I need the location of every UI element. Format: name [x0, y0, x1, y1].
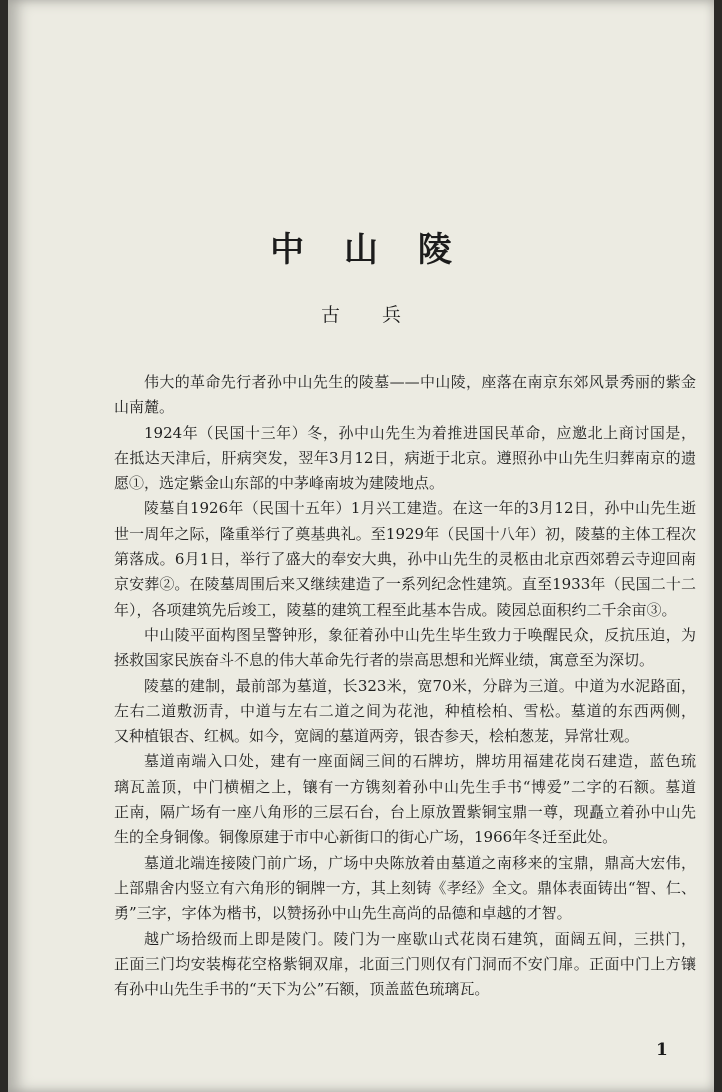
page-number: 1: [656, 1040, 668, 1060]
text-line: 山南麓。: [114, 398, 175, 417]
text-line: 正南，隔广场有一座八角形的三层石台，台上原放置紫铜宝鼎一尊，现矗立着孙中山先: [114, 803, 696, 822]
text-line: 京安葬②。在陵墓周围后来又继续建造了一系列纪念性建筑。直至1933年（民国二十二: [114, 575, 696, 594]
author-name: 古 兵: [320, 304, 420, 326]
text-line: 愿①，选定紫金山东部的中茅峰南坡为建陵地点。: [114, 474, 445, 493]
text-line: 年），各项建筑先后竣工，陵墓的建筑工程至此基本告成。陵园总面积约二千余亩③。: [114, 600, 677, 619]
body-text: [114, 370, 696, 1002]
text-line: 陵墓的建制，最前部为墓道，长323米，宽70米，分辟为三道。中道为水泥路面，: [144, 676, 696, 695]
text-line: 墓道南端入口处，建有一座面阔三间的石牌坊，牌坊用福建花岗石建造，蓝色琉: [144, 752, 696, 771]
text-line: 伟大的革命先行者孙中山先生的陵墓——中山陵，座落在南京东郊风景秀丽的紫金: [144, 373, 696, 391]
text-line: 墓道北端连接陵门前广场，广场中央陈放着由墓道之南移来的宝鼎，鼎高大宏伟，: [144, 853, 696, 872]
text-line: 中山陵平面构图呈警钟形，象征着孙中山先生毕生致力于唤醒民众，反抗压迫，为: [144, 625, 696, 644]
text-line: 在抵达天津后，肝病突发，翌年3月12日，病逝于北京。遵照孙中山先生归葬南京的遗: [114, 448, 696, 467]
text-line: 生的全身铜像。铜像原建于市中心新街口的街心广场，1966年冬迁至此处。: [114, 828, 618, 847]
text-line: 1924年（民国十三年）冬，孙中山先生为着推进国民革命，应邀北上商讨国是，: [144, 423, 696, 442]
text-line: 上部鼎舍内竖立有六角形的铜牌一方，其上刻铸《孝经》全文。鼎体表面铸出“智、仁、: [114, 878, 696, 897]
page-title: 中 山 陵: [270, 230, 466, 270]
text-line: 勇”三字，字体为楷书，以赞扬孙中山先生高尚的品德和卓越的才智。: [114, 904, 572, 923]
text-line: 璃瓦盖顶，中门横楣之上，镶有一方镌刻着孙中山先生手书“博爱”二字的石额。墓道: [114, 777, 696, 796]
text-line: 陵墓自1926年（民国十五年）1月兴工建造。在这一年的3月12日，孙中山先生逝: [144, 499, 696, 518]
text-line: 有孙中山先生手书的“天下为公”石额，顶盖蓝色琉璃瓦。: [114, 980, 490, 999]
book-page: [8, 0, 714, 1092]
text-line: 世一周年之际，隆重举行了奠基典礼。至1929年（民国十八年）初，陵墓的主体工程次: [114, 524, 696, 543]
text-line: 又种植银杏、红枫。如今，宽阔的墓道两旁，银杏参天，桧柏葱茏，异常壮观。: [114, 727, 640, 746]
text-line: 正面三门均安装梅花空格紫铜双扉，北面三门则仅有门洞而不安门扉。正面中门上方镶: [114, 954, 696, 973]
text-line: 拯救国家民族奋斗不息的伟大革命先行者的崇高思想和光辉业绩，寓意至为深切。: [114, 651, 655, 670]
text-line: 左右二道敷沥青，中道与左右二道之间为花池，种植桧柏、雪松。墓道的东西两侧，: [114, 701, 696, 720]
text-line: 越广场拾级而上即是陵门。陵门为一座歇山式花岗石建筑，面阔五间，三拱门，: [144, 929, 696, 948]
text-line: 第落成。6月1日，举行了盛大的奉安大典，孙中山先生的灵柩由北京西郊碧云寺迎回南: [114, 550, 696, 569]
